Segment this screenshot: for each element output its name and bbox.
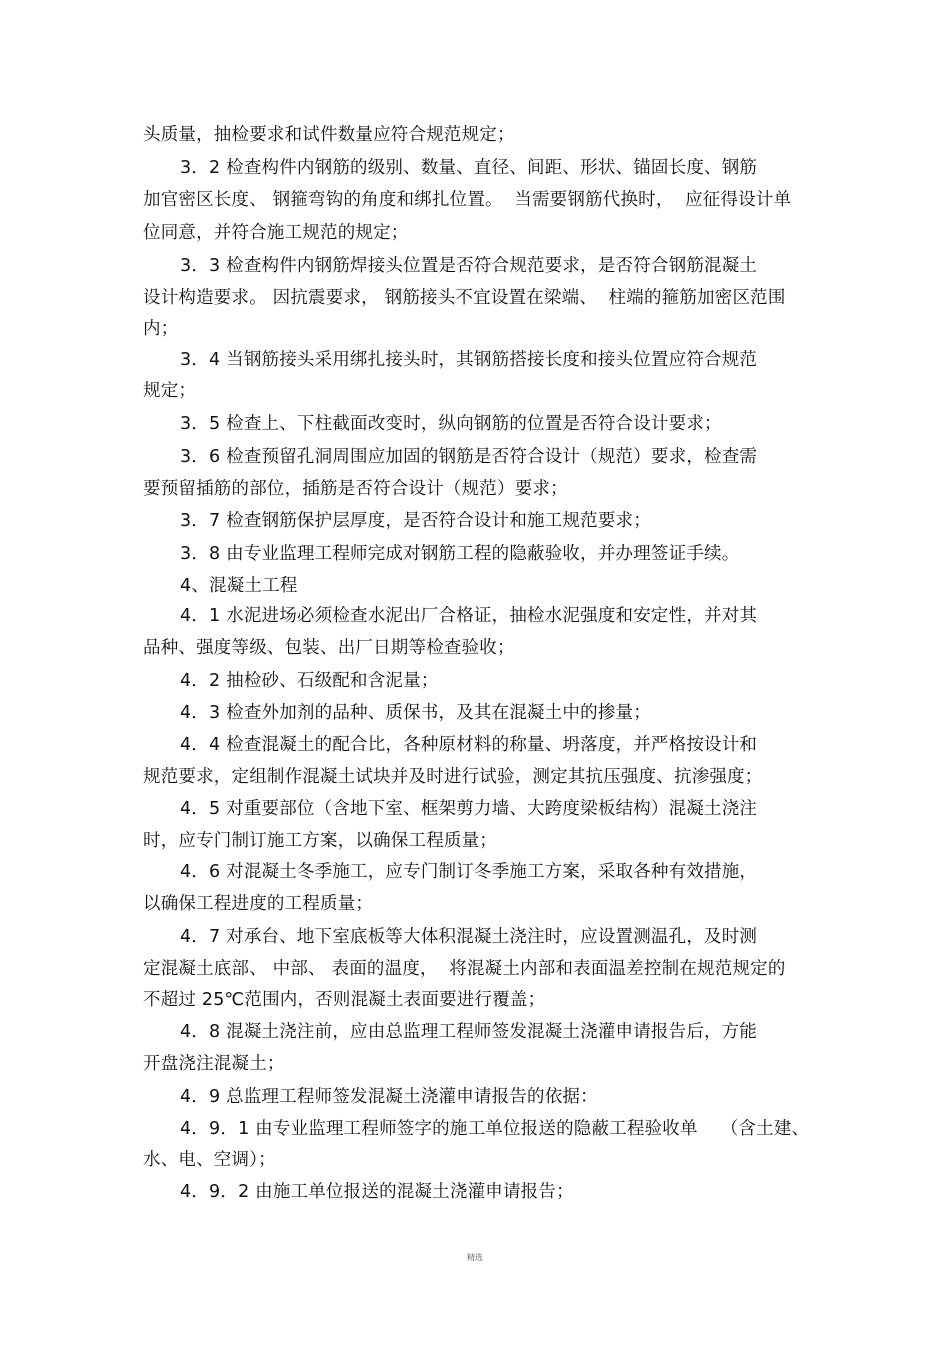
text-line: 3．3 检查构件内钢筋焊接头位置是否符合规范要求，是否符合钢筋混凝土	[180, 256, 758, 276]
text-line: 头质量，抽检要求和试件数量应符合规范规定；	[143, 125, 515, 145]
text-line: 4．9．2 由施工单位报送的混凝土浇灌申请报告；	[180, 1182, 574, 1202]
text-line: 3．2 检查构件内钢筋的级别、数量、直径、间距、形状、锚固长度、钢筋	[180, 158, 758, 178]
text-line: 4．3 检查外加剂的品种、质保书，及其在混凝土中的掺量；	[180, 703, 651, 723]
section-heading: 4、混凝土工程	[180, 576, 298, 596]
text-line: 4．2 抽检砂、石级配和含泥量；	[180, 671, 439, 691]
text-line: 加官密区长度、 钢箍弯钩的角度和绑扎位置。 当需要钢筋代换时， 应征得设计单	[143, 190, 792, 210]
text-line: 设计构造要求。 因抗震要求， 钢筋接头不宜设置在梁端、 柱端的箍筋加密区范围	[143, 288, 786, 308]
text-line: 规范要求，定组制作混凝土试块并及时进行试验，测定其抗压强度、抗渗强度；	[143, 767, 763, 787]
text-line: 4．1 水泥进场必须检查水泥出厂合格证，抽检水泥强度和安定性，并对其	[180, 606, 758, 626]
text-line: 要预留插筋的部位，插筋是否符合设计（规范）要求；	[143, 479, 568, 499]
text-line: 4．5 对重要部位（含地下室、框架剪力墙、大跨度梁板结构）混凝土浇注	[180, 799, 758, 819]
text-line: 4．6 对混凝土冬季施工，应专门制订冬季施工方案，采取各种有效措施，	[180, 862, 758, 882]
text-line: 以确保工程进度的工程质量；	[143, 894, 374, 914]
text-line: 4．9 总监理工程师签发混凝土浇灌申请报告的依据：	[180, 1087, 598, 1107]
text-line: 3．5 检查上、下柱截面改变时，纵向钢筋的位置是否符合设计要求；	[180, 414, 722, 434]
text-line: 3．6 检查预留孔洞周围应加固的钢筋是否符合设计（规范）要求，检查需	[180, 447, 758, 467]
text-line: 规定；	[143, 381, 197, 401]
page-footer: 精选	[467, 1253, 483, 1262]
text-line: 定混凝土底部、 中部、 表面的温度， 将混凝土内部和表面温差控制在规范规定的	[143, 959, 786, 979]
text-line: 不超过 25℃范围内，否则混凝土表面要进行覆盖；	[143, 990, 546, 1010]
text-line: 3．7 检查钢筋保护层厚度，是否符合设计和施工规范要求；	[180, 511, 651, 531]
text-line: 开盘浇注混凝土；	[143, 1054, 285, 1074]
text-line: 时，应专门制订施工方案，以确保工程质量；	[143, 831, 497, 851]
text-line: 4．9．1 由专业监理工程师签字的施工单位报送的隐蔽工程验收单 （含土建、	[180, 1119, 810, 1139]
text-line: 位同意，并符合施工规范的规定；	[143, 223, 409, 243]
text-line: 3．8 由专业监理工程师完成对钢筋工程的隐蔽验收，并办理签证手续。	[180, 544, 740, 564]
text-line: 3．4 当钢筋接头采用绑扎接头时，其钢筋搭接长度和接头位置应符合规范	[180, 350, 758, 370]
text-line: 内；	[143, 319, 179, 339]
text-line: 4．7 对承台、地下室底板等大体积混凝土浇注时，应设置测温孔，及时测	[180, 927, 758, 947]
text-line: 水、电、空调）；	[143, 1150, 276, 1170]
text-line: 品种、强度等级、包装、出厂日期等检查验收；	[143, 638, 515, 658]
text-line: 4．8 混凝土浇注前，应由总监理工程师签发混凝土浇灌申请报告后，方能	[180, 1022, 758, 1042]
text-line: 4．4 检查混凝土的配合比，各种原材料的称量、坍落度，并严格按设计和	[180, 735, 758, 755]
